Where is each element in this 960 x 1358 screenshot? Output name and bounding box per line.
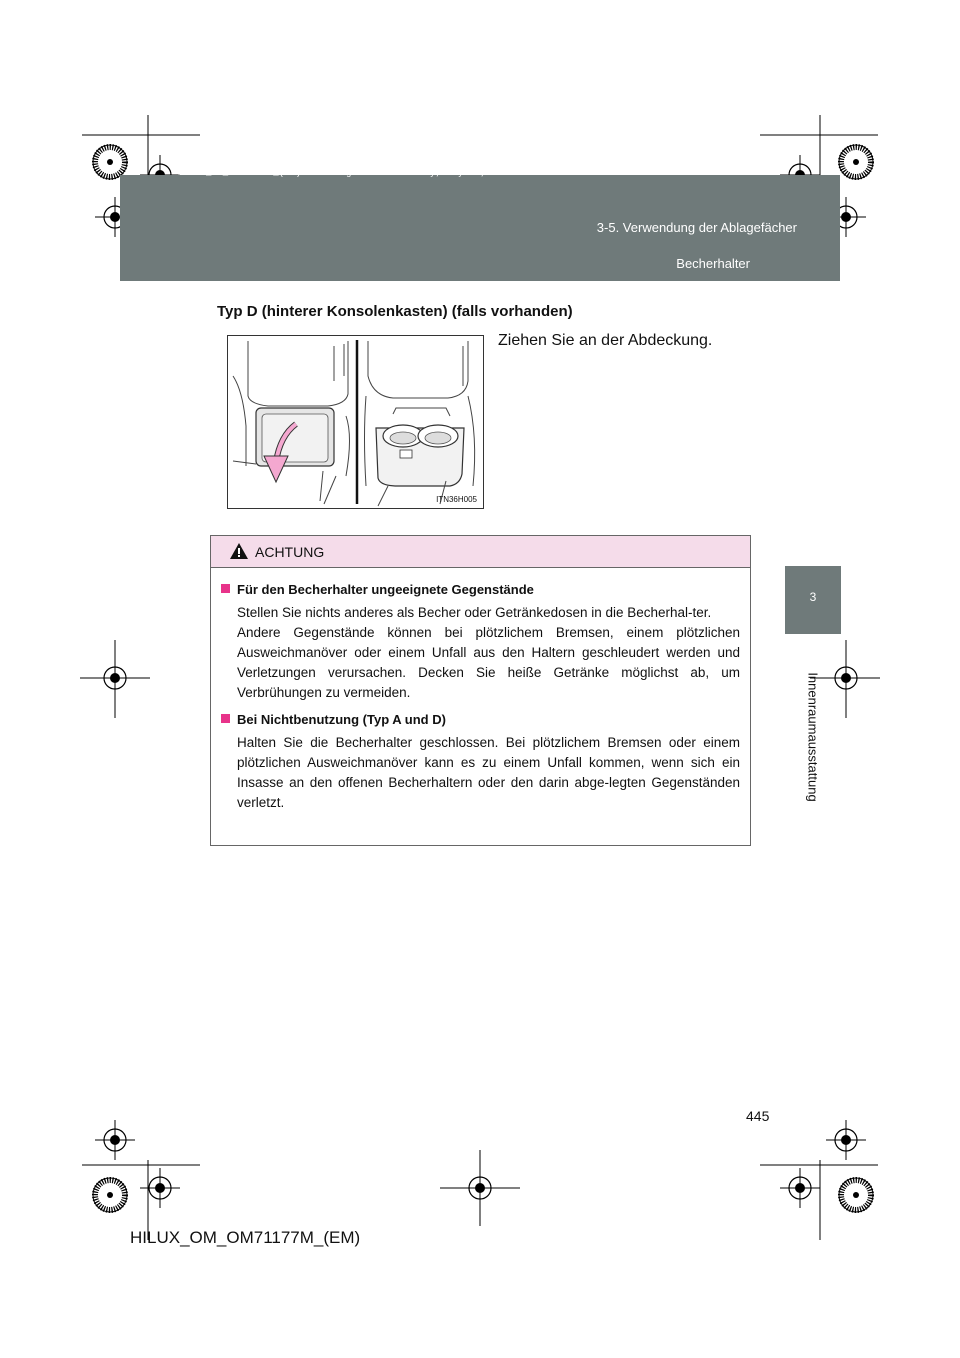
figure-code: ITN36H005 <box>436 495 477 504</box>
warning-body <box>211 568 750 813</box>
page-number: 445 <box>746 1108 770 1124</box>
warning-title: ACHTUNG <box>255 544 325 560</box>
cup-holder-illustration <box>227 335 484 509</box>
warning-header <box>211 536 750 568</box>
chapter-tab <box>785 566 841 634</box>
chapter-label: Innenraumausstattung <box>805 672 821 802</box>
warning-item-title-text: Für den Becherhalter ungeeignete Gegenstände <box>237 582 534 597</box>
warning-paragraph: Andere Gegenstände können bei plötzlichem Bremsen, einem plötzlichen Ausweichmanöver oder einem Unfall aus den Haltern geschleudert werden und Verletzungen verursachen. Decken Sie heiße Getränke möglichst ab, um Verbrühungen zu vermeiden. <box>237 625 740 700</box>
subsection-title: Becherhalter <box>676 256 750 271</box>
console-drawing <box>228 336 483 508</box>
book-info-line: HILUX_OM_OM71177M_(EM).book Page 445 Wednesday, May 16, 2012 1:28 PM <box>178 168 559 178</box>
warning-item-title <box>221 580 740 599</box>
footer-document-code: HILUX_OM_OM71177M_(EM) <box>130 1228 361 1247</box>
warning-box <box>210 535 751 846</box>
bullet-square-icon <box>221 584 230 593</box>
section-heading: Typ D (hinterer Konsolenkasten) (falls vorhanden) <box>217 303 573 320</box>
warning-triangle-icon <box>229 542 249 560</box>
warning-paragraph: Stellen Sie nichts anderes als Becher oder Getränkedosen in die Becherhal-ter. <box>237 605 712 620</box>
warning-item-title-text: Bei Nichtbenutzung (Typ A und D) <box>237 712 446 727</box>
warning-item-title <box>221 710 740 729</box>
section-title: 3-5. Verwendung der Ablagefächer <box>596 220 797 235</box>
warning-paragraph: Halten Sie die Becherhalter geschlossen. Bei plötzlichem Bremsen oder einem plötzlichen Ausweichmanöver kann es zu einem Unfall kommen, wenn sich ein Insasse an den offenen Becherhaltern oder den darin abge-legten Gegenständen verletzt. <box>237 735 740 810</box>
step-instruction: Ziehen Sie an der Abdeckung. <box>498 332 713 349</box>
warning-item <box>221 710 740 813</box>
chapter-number: 3 <box>809 590 817 604</box>
bullet-square-icon <box>221 714 230 723</box>
warning-item <box>221 580 740 703</box>
